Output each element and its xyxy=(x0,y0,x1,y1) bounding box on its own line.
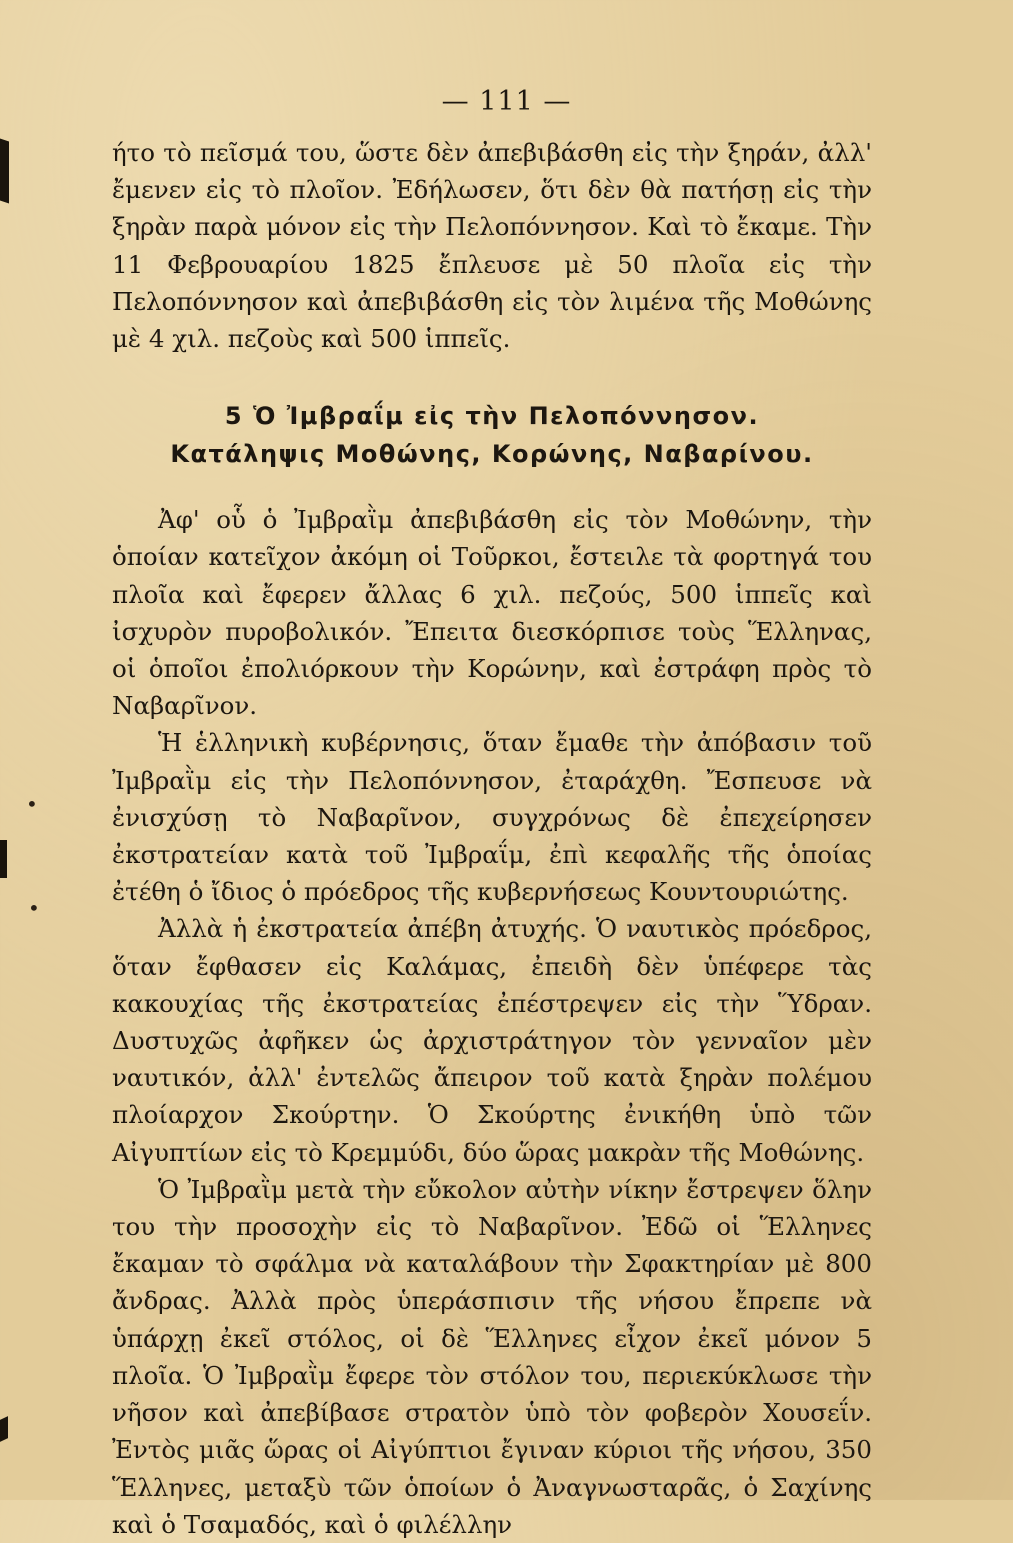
margin-dot: • xyxy=(28,896,40,920)
paragraph-3: Ἡ ἑλληνικὴ κυβέρνησις, ὅταν ἔμαθε τὴν ἀπόβασιν τοῦ Ἰμβραῒμ εἰς τὴν Πελοπόννησον, ἐταράχθη. Ἔσπευσε νὰ ἐνισχύσῃ τὸ Ναβαρῖνον, συγχρόνως δὲ ἐπεχείρησεν ἐκστρατείαν κατὰ τοῦ Ἰμβραΐμ, ἐπὶ κεφαλῆς τῆς ὁποίας ἐτέθη ὁ ἴδιος ὁ πρόεδρος τῆς κυβερνήσεως Κουντουριώτης. xyxy=(112,728,872,907)
paragraph-4: Ἀλλὰ ἡ ἐκστρατεία ἀπέβη ἀτυχής. Ὁ ναυτικὸς πρόεδρος, ὅταν ἔφθασεν εἰς Καλάμας, ἐπειδὴ δὲν ὑπέφερε τὰς κακουχίας τῆς ἐκστρατείας ἐπέστρεψεν εἰς τὴν Ὕδραν. Δυστυχῶς ἀφῆκεν ὡς ἀρχιστράτηγον τὸν γενναῖον μὲν ναυτικόν, ἀλλ' ἐντελῶς ἄπειρον τοῦ κατὰ ξηρὰν πολέμου πλοίαρχον Σκούρτην. Ὁ Σκούρτης ἐνικήθη ὑπὸ τῶν Αἰγυπτίων εἰς τὸ Κρεμμύδι, δύο ὥρας μακρὰν τῆς Μοθώνης. xyxy=(112,914,872,1167)
section-heading-line-1: 5 Ὁ Ἰμβραΐμ εἰς τὴν Πελοπόννησον. xyxy=(224,402,760,431)
section-heading xyxy=(112,397,872,473)
page-body xyxy=(112,134,872,1543)
margin-dot: • xyxy=(26,792,38,816)
paragraph-5: Ὁ Ἰμβραῒμ μετὰ τὴν εὔκολον αὐτὴν νίκην ἔστρεψεν ὅλην του τὴν προσοχὴν εἰς τὸ Ναβαρῖνον. Ἐδῶ οἱ Ἕλληνες ἔκαμαν τὸ σφάλμα νὰ καταλάβουν τὴν Σφακτηρίαν μὲ 800 ἄνδρας. Ἀλλὰ πρὸς ὑπεράσπισιν τῆς νήσου ἔπρεπε νὰ ὑπάρχῃ ἐκεῖ στόλος, οἱ δὲ Ἕλληνες εἶχον ἐκεῖ μόνον 5 πλοῖα. Ὁ Ἰμβραῒμ ἔφερε τὸν στόλον του, περιεκύκλωσε τὴν νῆσον καὶ ἀπεβίβασε στρατὸν ὑπὸ τὸν φοβερὸν Χουσεΐν. Ἐντὸς μιᾶς ὥρας οἱ Αἰγύπτιοι ἔγιναν κύριοι τῆς νήσου, 350 Ἕλληνες, μεταξὺ τῶν ὁποίων ὁ Ἀναγνωσταρᾶς, ὁ Σαχίνης καὶ ὁ Τσαμαδός, καὶ ὁ φιλέλλην xyxy=(112,1174,872,1539)
paragraph-2: Ἀφ' οὗ ὁ Ἰμβραῒμ ἀπεβιβάσθη εἰς τὸν Μοθώνην, τὴν ὁποίαν κατεῖχον ἀκόμη οἱ Τοῦρκοι, ἔστειλε τὰ φορτηγά του πλοῖα καὶ ἔφερεν ἄλλας 6 χιλ. πεζούς, 500 ἱππεῖς καὶ ἰσχυρὸν πυροβολικόν. Ἔπειτα διεσκόρπισε τοὺς Ἕλληνας, οἱ ὁποῖοι ἐπολιόρκουν τὴν Κορώνην, καὶ ἐστράφη πρὸς τὸ Ναβαρῖνον. xyxy=(112,505,872,721)
section-heading-line-2: Κατάληψις Μοθώνης, Κορώνης, Ναβαρίνου. xyxy=(170,440,814,469)
binding-edge-mark-top xyxy=(0,139,9,204)
paragraph-1: ήτο τὸ πεῖσμά του, ὥστε δὲν ἀπεβιβάσθη εἰς τὴν ξηράν, ἀλλ' ἔμενεν εἰς τὸ πλοῖον. Ἐδήλωσεν, ὅτι δὲν θὰ πατήσῃ εἰς τὴν ξηρὰν παρὰ μόνον εἰς τὴν Πελοπόννησον. Καὶ τὸ ἔκαμε. Τὴν 11 Φεβρουαρίου 1825 ἔπλευσε μὲ 50 πλοῖα εἰς τὴν Πελοπόννησον καὶ ἀπεβιβάσθη εἰς τὸν λιμένα τῆς Μοθώνης μὲ 4 χιλ. πεζοὺς καὶ 500 ἱππεῖς. xyxy=(112,138,872,354)
binding-edge-mark-bottom xyxy=(0,1416,8,1442)
page-number: — 111 — xyxy=(441,86,572,117)
binding-edge-mark-middle xyxy=(0,840,7,878)
